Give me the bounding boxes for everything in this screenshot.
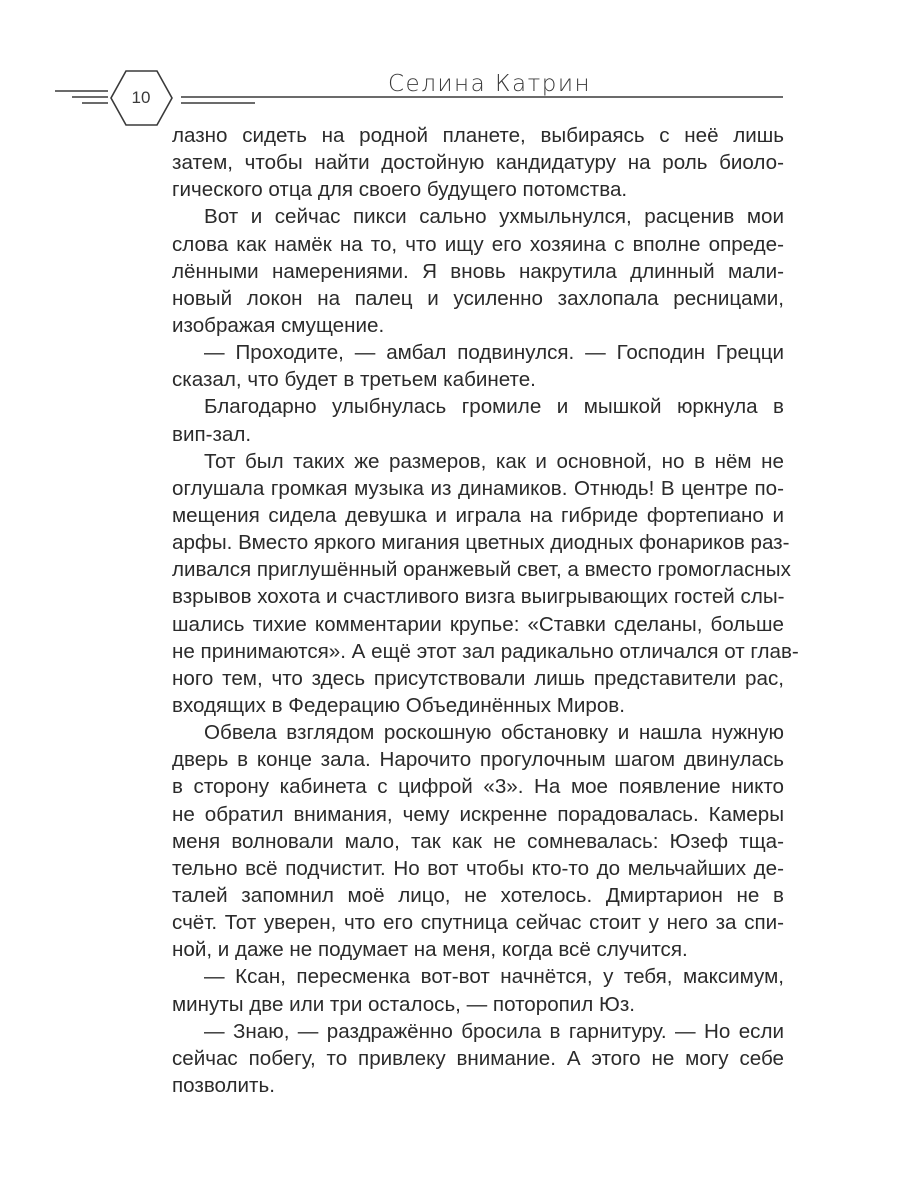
paragraph <box>172 963 784 1017</box>
running-header <box>0 0 900 130</box>
text-line: тельно всё подчистит. Но вот чтобы кто-то до мельчайших де- <box>172 856 784 880</box>
paragraph <box>172 203 784 339</box>
text-line: ного тем, что здесь присутствовали лишь представители рас, <box>172 666 784 690</box>
text-line: Обвела взглядом роскошную обстановку и нашла нужную <box>204 721 784 745</box>
text-line: дверь в конце зала. Нарочито прогулочным шагом двинулась <box>172 748 784 772</box>
text-line: Благодарно улыбнулась громиле и мышкой юркнула в <box>204 395 784 419</box>
text-line: — Ксан, пересменка вот-вот начнётся, у тебя, максимум, <box>204 965 784 989</box>
text-line: ной, и даже не подумает на меня, когда всё случится. <box>172 938 688 962</box>
text-line: изображая смущение. <box>172 313 385 337</box>
text-line: оглушала громкая музыка из динамиков. Отнюдь! В центре по- <box>172 476 784 500</box>
text-line: взрывов хохота и счастливого визга выигрывающих гостей слы- <box>172 585 785 609</box>
paragraph <box>172 1018 784 1099</box>
text-line: не принимаются». А ещё этот зал радикально отличался от глав- <box>172 639 799 663</box>
paragraph <box>172 339 784 393</box>
text-line: в сторону кабинета с цифрой «3». На мое появление никто <box>172 775 784 799</box>
text-line: лазно сидеть на родной планете, выбираясь с неё лишь <box>172 124 784 147</box>
text-line: входящих в Федерацию Объединённых Миров. <box>172 693 625 717</box>
paragraph <box>172 448 799 719</box>
text-line: не обратил внимания, чему искренне порадовалась. Камеры <box>172 802 784 826</box>
text-line: — Знаю, — раздражённо бросила в гарнитуру. — Но если <box>204 1019 784 1043</box>
text-line: — Проходите, — амбал подвинулся. — Господин Грецци <box>204 341 784 365</box>
text-line: Тот был таких же размеров, как и основной, но в нём не <box>204 449 784 473</box>
text-line: сказал, что будет в третьем кабинете. <box>172 368 536 392</box>
text-line: гического отца для своего будущего потомства. <box>172 178 628 202</box>
text-line: меня волновали мало, так как не сомневалась: Юзеф тща- <box>172 829 784 853</box>
book-text <box>172 122 799 1099</box>
author-name: Селина Катрин <box>388 71 592 97</box>
paragraph <box>172 122 784 203</box>
text-line: арфы. Вместо яркого мигания цветных диодных фонариков раз- <box>172 531 790 555</box>
header-ornament <box>0 0 900 130</box>
text-line: минуты две или три осталось, — поторопил Юз. <box>172 992 636 1016</box>
text-line: счёт. Тот уверен, что его спутница сейчас стоит у него за спи- <box>172 911 784 935</box>
text-line: лёнными намерениями. Я вновь накрутила длинный мали- <box>172 259 784 283</box>
paragraph <box>172 719 784 963</box>
text-line: талей запомнил моё лицо, не хотелось. Дмиртарион не в <box>172 883 784 907</box>
text-line: новый локон на палец и усиленно захлопала ресницами, <box>172 286 784 310</box>
text-line: вип-зал. <box>172 422 252 446</box>
text-line: затем, чтобы найти достойную кандидатуру на роль биоло- <box>172 151 784 175</box>
paragraph <box>172 393 784 447</box>
text-line: шались тихие комментарии крупье: «Ставки сделаны, больше <box>172 612 784 636</box>
text-line: мещения сидела девушка и играла на гибриде фортепиано и <box>172 503 784 527</box>
text-line: ливался приглушённый оранжевый свет, а вместо громогласных <box>172 558 791 582</box>
page-number: 10 <box>131 88 151 107</box>
text-line: Вот и сейчас пикси сально ухмыльнулся, расценив мои <box>204 205 784 229</box>
text-line: сейчас побегу, то привлеку внимание. А этого не могу себе <box>172 1046 784 1070</box>
text-line: позволить. <box>172 1073 275 1097</box>
text-line: слова как намёк на то, что ищу его хозяина с вполне опреде- <box>172 232 784 256</box>
